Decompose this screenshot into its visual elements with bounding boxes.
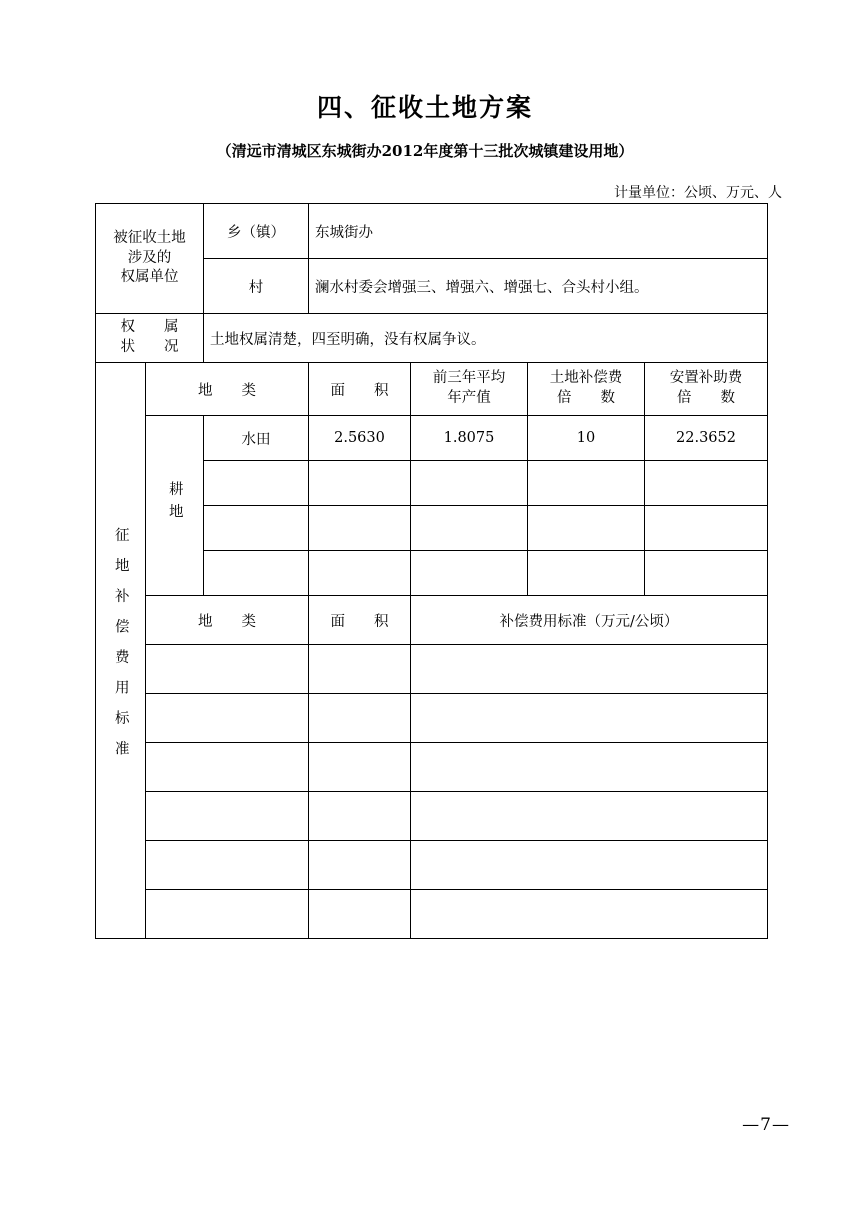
- cell-land-comp-multiple: [528, 506, 645, 551]
- std-cell-area: [309, 890, 411, 939]
- std-cell-area: [309, 645, 411, 694]
- header-area: 面 积: [309, 363, 411, 416]
- cell-avg-yield: [411, 506, 528, 551]
- village-value: 澜水村委会增强三、增强六、增强七、合头村小组。: [309, 259, 768, 314]
- table-row: [96, 645, 768, 694]
- compensation-side-label-text: 征地补偿费用标准: [112, 526, 129, 771]
- header-resettle-multiple-line2: 倍 数: [677, 390, 735, 406]
- owner-units-label-line3: 权属单位: [120, 269, 179, 286]
- std-cell-land-type: [146, 841, 309, 890]
- compensation-side-label: [96, 363, 146, 939]
- table-row: [96, 841, 768, 890]
- std-cell-land-type: [146, 890, 309, 939]
- table-row: [96, 890, 768, 939]
- cell-land-comp-multiple: [528, 461, 645, 506]
- cultivated-land-label-text: 耕地: [166, 481, 183, 526]
- std-cell-standard: [411, 792, 768, 841]
- header-avg-yield: [411, 363, 528, 416]
- cell-avg-yield: 1.8075: [411, 416, 528, 461]
- township-value: 东城街办: [309, 204, 768, 259]
- cell-avg-yield: [411, 461, 528, 506]
- cell-area: [309, 551, 411, 596]
- std-cell-area: [309, 743, 411, 792]
- rights-status-label: [96, 314, 204, 363]
- cell-land-type: [204, 506, 309, 551]
- header-land-comp-multiple-line2: 倍 数: [557, 390, 615, 406]
- std-cell-land-type: [146, 743, 309, 792]
- unit-note: 计量单位：公顷、万元、人: [614, 185, 782, 201]
- cell-land-comp-multiple: [528, 551, 645, 596]
- page-subtitle: （清远市清城区东城街办2012年度第十三批次城镇建设用地）: [216, 142, 634, 160]
- table-row: [96, 204, 768, 259]
- std-cell-land-type: [146, 645, 309, 694]
- cell-resettle-multiple: [645, 551, 768, 596]
- cell-resettle-multiple: 22.3652: [645, 416, 768, 461]
- header-land-comp-multiple-line1: 土地补偿费: [549, 370, 623, 387]
- header-land-type: 地 类: [146, 363, 309, 416]
- cell-area: 2.5630: [309, 416, 411, 461]
- std-cell-area: [309, 841, 411, 890]
- std-cell-standard: [411, 841, 768, 890]
- cell-land-type: 水田: [204, 416, 309, 461]
- page-title: 四、征收土地方案: [316, 93, 533, 122]
- rights-status-label-line1: 权 属: [120, 319, 179, 336]
- village-label: 村: [204, 259, 309, 314]
- std-cell-standard: [411, 743, 768, 792]
- std-cell-area: [309, 694, 411, 743]
- table-row: [96, 416, 768, 461]
- cell-land-type: [204, 461, 309, 506]
- std-cell-land-type: [146, 694, 309, 743]
- std-cell-standard: [411, 890, 768, 939]
- std-cell-standard: [411, 694, 768, 743]
- std-header-land-type: 地 类: [146, 596, 309, 645]
- std-cell-area: [309, 792, 411, 841]
- std-header-area: 面 积: [309, 596, 411, 645]
- cell-resettle-multiple: [645, 506, 768, 551]
- table-row: [96, 596, 768, 645]
- cell-land-type: [204, 551, 309, 596]
- cell-resettle-multiple: [645, 461, 768, 506]
- table-row: [96, 314, 768, 363]
- rights-status-label-line2: 状 况: [120, 339, 179, 355]
- std-cell-standard: [411, 645, 768, 694]
- cell-area: [309, 461, 411, 506]
- cell-avg-yield: [411, 551, 528, 596]
- table-row: [96, 792, 768, 841]
- std-header-standard: 补偿费用标准（万元/公顷）: [411, 596, 768, 645]
- owner-units-label-line2: 涉及的: [127, 249, 172, 266]
- header-avg-yield-line1: 前三年平均: [432, 370, 506, 387]
- cell-land-comp-multiple: 10: [528, 416, 645, 461]
- table-row: [96, 363, 768, 416]
- header-land-comp-multiple: [528, 363, 645, 416]
- page-number: —7—: [742, 1115, 790, 1135]
- land-requisition-table: [95, 203, 768, 939]
- township-label: 乡（镇）: [204, 204, 309, 259]
- table-row: [96, 743, 768, 792]
- header-resettle-multiple-line1: 安置补助费: [669, 370, 743, 387]
- rights-status-value: 土地权属清楚，四至明确，没有权属争议。: [204, 314, 768, 363]
- std-cell-land-type: [146, 792, 309, 841]
- owner-units-label-line1: 被征收土地: [113, 230, 186, 247]
- cultivated-land-label: [146, 416, 204, 596]
- owner-units-label: [96, 204, 204, 314]
- header-resettle-multiple: [645, 363, 768, 416]
- cell-area: [309, 506, 411, 551]
- table-row: [96, 694, 768, 743]
- header-avg-yield-line2: 年产值: [447, 390, 491, 406]
